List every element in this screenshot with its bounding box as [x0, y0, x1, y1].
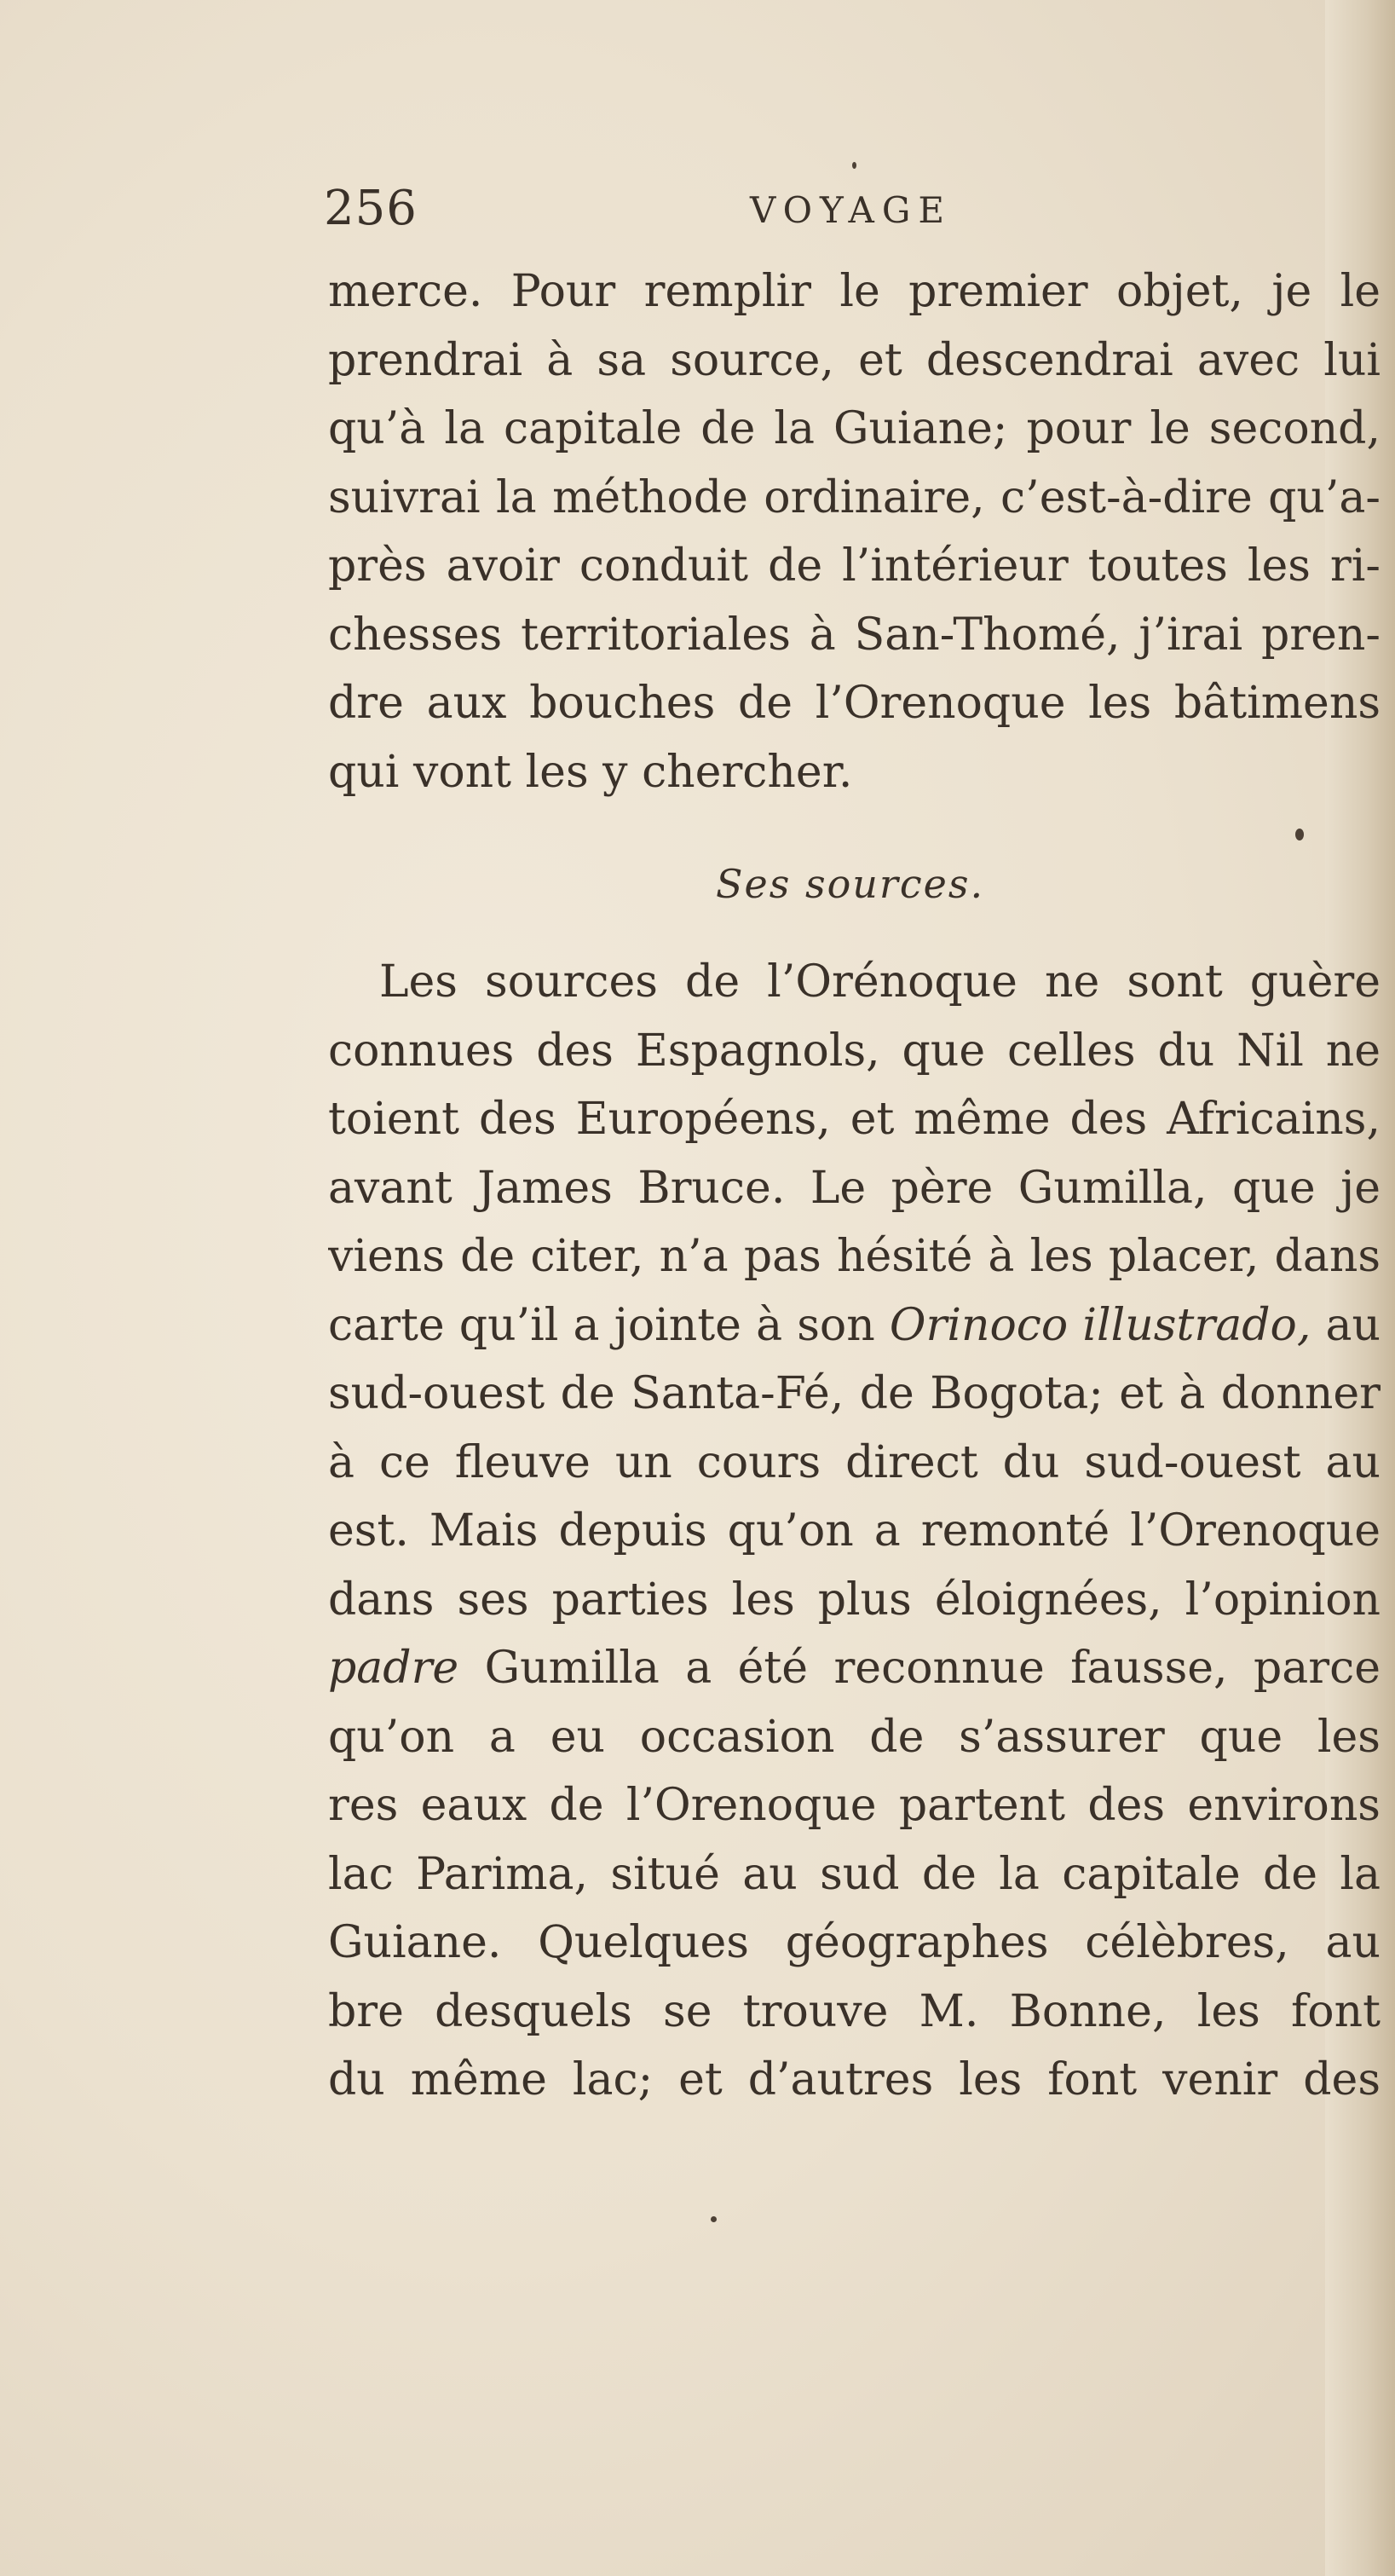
text-line: Les sources de l’Orénoque ne sont guère	[379, 956, 1381, 1008]
text-line: prendrai à sa source, et descendrai avec lui	[328, 334, 1381, 386]
text-line: dre aux bouches de l’Orenoque les bâtimens	[328, 678, 1381, 729]
page-number: 256	[324, 181, 418, 236]
text-line: qui vont les y chercher.	[328, 746, 853, 798]
ink-speck	[711, 2216, 717, 2222]
text-line: dans ses parties les plus éloignées, l’opinion	[328, 1574, 1381, 1626]
text-line: du même lac; et d’autres les font venir des	[328, 2054, 1381, 2105]
ink-speck	[852, 162, 856, 169]
italic-word: padre	[328, 1643, 459, 1694]
page-header	[324, 181, 1329, 249]
text-line: Guiane. Quelques géographes célèbres, au	[328, 1917, 1381, 1968]
text-line	[328, 1634, 1381, 1703]
text-line: à ce fleuve un cours direct du sud-ouest au	[328, 1436, 1381, 1488]
text-line: qu’on a eu occasion de s’assurer que les	[328, 1711, 1381, 1763]
text-line: suivrai la méthode ordinaire, c’est-à-dire qu’a-	[328, 471, 1381, 523]
text-segment: au	[1325, 1299, 1381, 1351]
paragraph-2	[328, 948, 1381, 2115]
text-line: est. Mais depuis qu’on a remonté l’Orenoque	[328, 1505, 1381, 1557]
text-segment: carte qu’il a jointe à son	[328, 1299, 875, 1351]
running-title: VOYAGE	[750, 189, 953, 231]
text-line: connues des Espagnols, que celles du Nil ne	[328, 1025, 1381, 1077]
text-line: merce. Pour remplir le premier objet, je le	[328, 266, 1381, 317]
text-line: avant James Bruce. Le père Gumilla, que je	[328, 1162, 1381, 1214]
text-line: sud-ouest de Santa-Fé, de Bogota; et à donner	[328, 1368, 1381, 1419]
paragraph-1	[328, 257, 1381, 806]
text-line: viens de citer, n’a pas hésité à les placer, dans	[328, 1231, 1381, 1282]
text-segment: Gumilla a été reconnue fausse, parce	[484, 1643, 1381, 1694]
section-heading: Ses sources.	[716, 861, 985, 907]
ink-speck	[1295, 829, 1304, 840]
book-title-italic: Orinoco illustrado,	[889, 1299, 1311, 1351]
text-line: lac Parima, situé au sud de la capitale de la	[328, 1848, 1381, 1900]
text-line: res eaux de l’Orenoque partent des environs	[328, 1780, 1381, 1831]
text-line: près avoir conduit de l’intérieur toutes les ri-	[328, 540, 1381, 592]
text-line: qu’à la capitale de la Guiane; pour le second,	[328, 403, 1381, 454]
text-line: chesses territoriales à San-Thomé, j’irai pren-	[328, 609, 1381, 661]
text-line	[328, 1291, 1381, 1360]
text-line: bre desquels se trouve M. Bonne, les font	[328, 1985, 1381, 2037]
text-line: toient des Européens, et même des Africains,	[328, 1094, 1381, 1145]
